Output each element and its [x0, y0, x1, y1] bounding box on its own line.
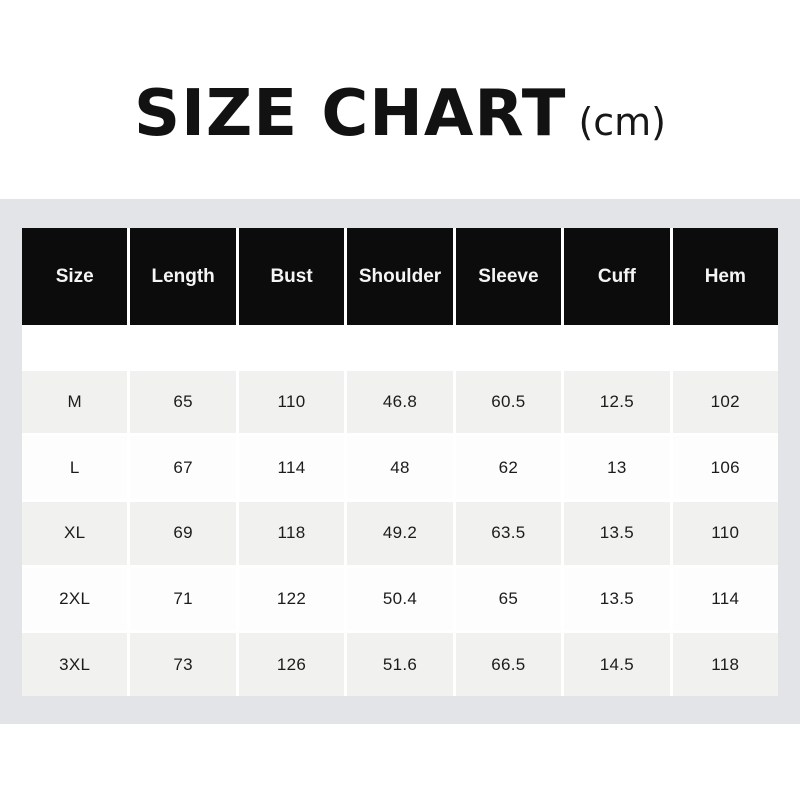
table-cell: 48 — [347, 436, 452, 499]
page-title — [0, 78, 800, 167]
row-label-cell: M — [22, 371, 127, 434]
table-cell: 73 — [130, 633, 235, 696]
table-cell: 12.5 — [564, 371, 669, 434]
table-cell: 118 — [239, 502, 344, 565]
header-cell-hem: Hem — [673, 228, 778, 325]
table-cell: 65 — [130, 371, 235, 434]
table-cell: 110 — [239, 371, 344, 434]
table-cell: 71 — [130, 568, 235, 631]
table-band — [0, 199, 800, 724]
table-cell: 106 — [673, 436, 778, 499]
row-label-cell: 2XL — [22, 568, 127, 631]
title-unit-label: (cm) — [578, 100, 666, 144]
row-label-cell: XL — [22, 502, 127, 565]
table-cell: 114 — [239, 436, 344, 499]
table-cell: 46.8 — [347, 371, 452, 434]
table-cell: 51.6 — [347, 633, 452, 696]
table-cell: 13.5 — [564, 502, 669, 565]
table-cell: 69 — [130, 502, 235, 565]
table-cell: 62 — [456, 436, 561, 499]
table-cell: 50.4 — [347, 568, 452, 631]
table-cell: 110 — [673, 502, 778, 565]
header-cell-shoulder: Shoulder — [347, 228, 452, 325]
table-cell: 102 — [673, 371, 778, 434]
header-cell-cuff: Cuff — [564, 228, 669, 325]
table-cell: 66.5 — [456, 633, 561, 696]
table-cell: 122 — [239, 568, 344, 631]
title-text: SIZE CHART — [134, 77, 567, 151]
table-cell: 63.5 — [456, 502, 561, 565]
table-cell: 13.5 — [564, 568, 669, 631]
row-label-cell: L — [22, 436, 127, 499]
row-label-cell: 3XL — [22, 633, 127, 696]
header-cell-size: Size — [22, 228, 127, 325]
table-cell: 49.2 — [347, 502, 452, 565]
size-table — [22, 228, 778, 696]
table-cell: 118 — [673, 633, 778, 696]
table-cell: 13 — [564, 436, 669, 499]
header-cell-bust: Bust — [239, 228, 344, 325]
table-cell: 126 — [239, 633, 344, 696]
table-cell: 114 — [673, 568, 778, 631]
header-cell-sleeve: Sleeve — [456, 228, 561, 325]
table-cell: 65 — [456, 568, 561, 631]
table-cell: 67 — [130, 436, 235, 499]
table-cell: 14.5 — [564, 633, 669, 696]
size-chart-page — [0, 78, 800, 800]
table-cell: 60.5 — [456, 371, 561, 434]
header-cell-length: Length — [130, 228, 235, 325]
